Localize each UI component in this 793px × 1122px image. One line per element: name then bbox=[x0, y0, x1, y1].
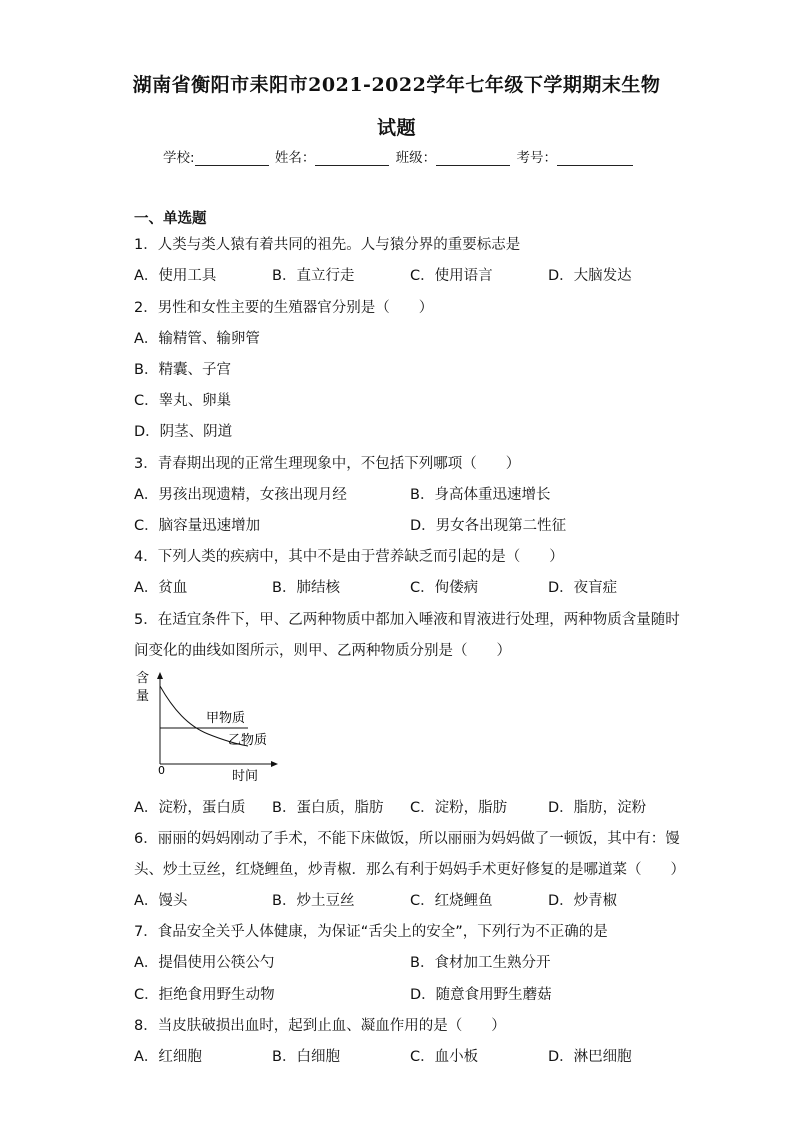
q2-option-a: A．输精管、输卵管 bbox=[134, 331, 260, 347]
q4-option-a: A．贫血 bbox=[134, 580, 188, 596]
q6-option-c: C．红烧鲤鱼 bbox=[410, 893, 493, 909]
y-axis-label-char1: 含 bbox=[136, 671, 150, 686]
q8-option-d: D．淋巴细胞 bbox=[548, 1049, 632, 1065]
q5-option-d: D．脂肪，淀粉 bbox=[548, 800, 647, 816]
q7-option-b: B．食材加工生熟分开 bbox=[410, 955, 551, 971]
class-blank[interactable] bbox=[436, 151, 510, 166]
question-8-stem: 8．当皮肤破损出血时，起到止血、凝血作用的是（ ） bbox=[134, 1018, 506, 1034]
q5-option-a: A．淀粉，蛋白质 bbox=[134, 800, 246, 816]
student-info-line bbox=[163, 146, 635, 166]
name-label: 姓名： bbox=[274, 150, 316, 166]
q2-option-c: C．睾丸、卵巢 bbox=[134, 393, 232, 409]
name-blank[interactable] bbox=[315, 151, 389, 166]
series-jia-label: 甲物质 bbox=[206, 711, 246, 726]
q5-option-b: B．蛋白质，脂肪 bbox=[272, 800, 384, 816]
class-label: 班级： bbox=[395, 150, 437, 166]
question-1-stem: 1．人类与类人猿有着共同的祖先。人与猿分界的重要标志是 bbox=[134, 237, 521, 253]
x-axis-label: 时间 bbox=[232, 769, 259, 784]
question-6-stem-line1: 6．丽丽的妈妈刚动了手术，不能下床做饭，所以丽丽为妈妈做了一顿饭，其中有：馒 bbox=[134, 831, 680, 847]
q1-option-d: D．大脑发达 bbox=[548, 268, 632, 284]
q1-option-a: A．使用工具 bbox=[134, 268, 217, 284]
q6-option-a: A．馒头 bbox=[134, 893, 188, 909]
q2-option-b: B．精囊、子宫 bbox=[134, 362, 231, 378]
q3-option-a: A．男孩出现遗精，女孩出现月经 bbox=[134, 487, 347, 503]
exam-number-blank[interactable] bbox=[557, 151, 633, 166]
digestion-curve-figure bbox=[128, 664, 288, 784]
x-axis-arrow bbox=[271, 761, 278, 767]
exam-title-line2: 试题 bbox=[376, 117, 416, 139]
q6-option-d: D．炒青椒 bbox=[548, 893, 618, 909]
q7-option-c: C．拒绝食用野生动物 bbox=[134, 987, 275, 1003]
question-5-stem-line2: 间变化的曲线如图所示，则甲、乙两种物质分别是（ ） bbox=[134, 643, 511, 659]
question-2-stem: 2．男性和女性主要的生殖器官分别是（ ） bbox=[134, 300, 434, 316]
q5-option-c: C．淀粉，脂肪 bbox=[410, 800, 508, 816]
series-yi-label: 乙物质 bbox=[228, 733, 268, 748]
y-axis-label-char2: 量 bbox=[136, 689, 150, 704]
q8-option-c: C．血小板 bbox=[410, 1049, 479, 1065]
section-heading: 一、单选题 bbox=[134, 211, 207, 227]
origin-label: 0 bbox=[158, 764, 165, 777]
question-4-stem: 4．下列人类的疾病中，其中不是由于营养缺乏而引起的是（ ） bbox=[134, 549, 564, 565]
q7-option-a: A．提倡使用公筷公勺 bbox=[134, 955, 275, 971]
q1-option-c: C．使用语言 bbox=[410, 268, 493, 284]
q4-option-d: D．夜盲症 bbox=[548, 580, 618, 596]
school-blank[interactable] bbox=[195, 151, 269, 166]
q8-option-a: A．红细胞 bbox=[134, 1049, 202, 1065]
q3-option-d: D．男女各出现第二性征 bbox=[410, 518, 567, 534]
school-label: 学校: bbox=[163, 150, 195, 166]
q4-option-b: B．肺结核 bbox=[272, 580, 340, 596]
question-3-stem: 3．青春期出现的正常生理现象中，不包括下列哪项（ ） bbox=[134, 456, 521, 472]
question-5-stem-line1: 5．在适宜条件下，甲、乙两种物质中都加入唾液和胃液进行处理，两种物质含量随时 bbox=[134, 612, 680, 628]
q6-option-b: B．炒土豆丝 bbox=[272, 893, 355, 909]
q1-option-b: B．直立行走 bbox=[272, 268, 355, 284]
q3-option-c: C．脑容量迅速增加 bbox=[134, 518, 261, 534]
q3-option-b: B．身高体重迅速增长 bbox=[410, 487, 551, 503]
q2-option-d: D．阴茎、阴道 bbox=[134, 424, 233, 440]
q8-option-b: B．白细胞 bbox=[272, 1049, 340, 1065]
exam-title: 湖南省衡阳市耒阳市2021-2022学年七年级下学期期末生物 bbox=[132, 74, 661, 96]
question-7-stem: 7．食品安全关乎人体健康，为保证“舌尖上的安全”，下列行为不正确的是 bbox=[134, 924, 608, 940]
y-axis-arrow bbox=[157, 672, 163, 679]
q4-option-c: C．佝偻病 bbox=[410, 580, 479, 596]
q7-option-d: D．随意食用野生蘑菇 bbox=[410, 987, 552, 1003]
question-6-stem-line2: 头、炒土豆丝，红烧鲤鱼，炒青椒．那么有利于妈妈手术更好修复的是哪道菜（ ） bbox=[134, 862, 685, 878]
exam-number-label: 考号： bbox=[516, 150, 557, 166]
